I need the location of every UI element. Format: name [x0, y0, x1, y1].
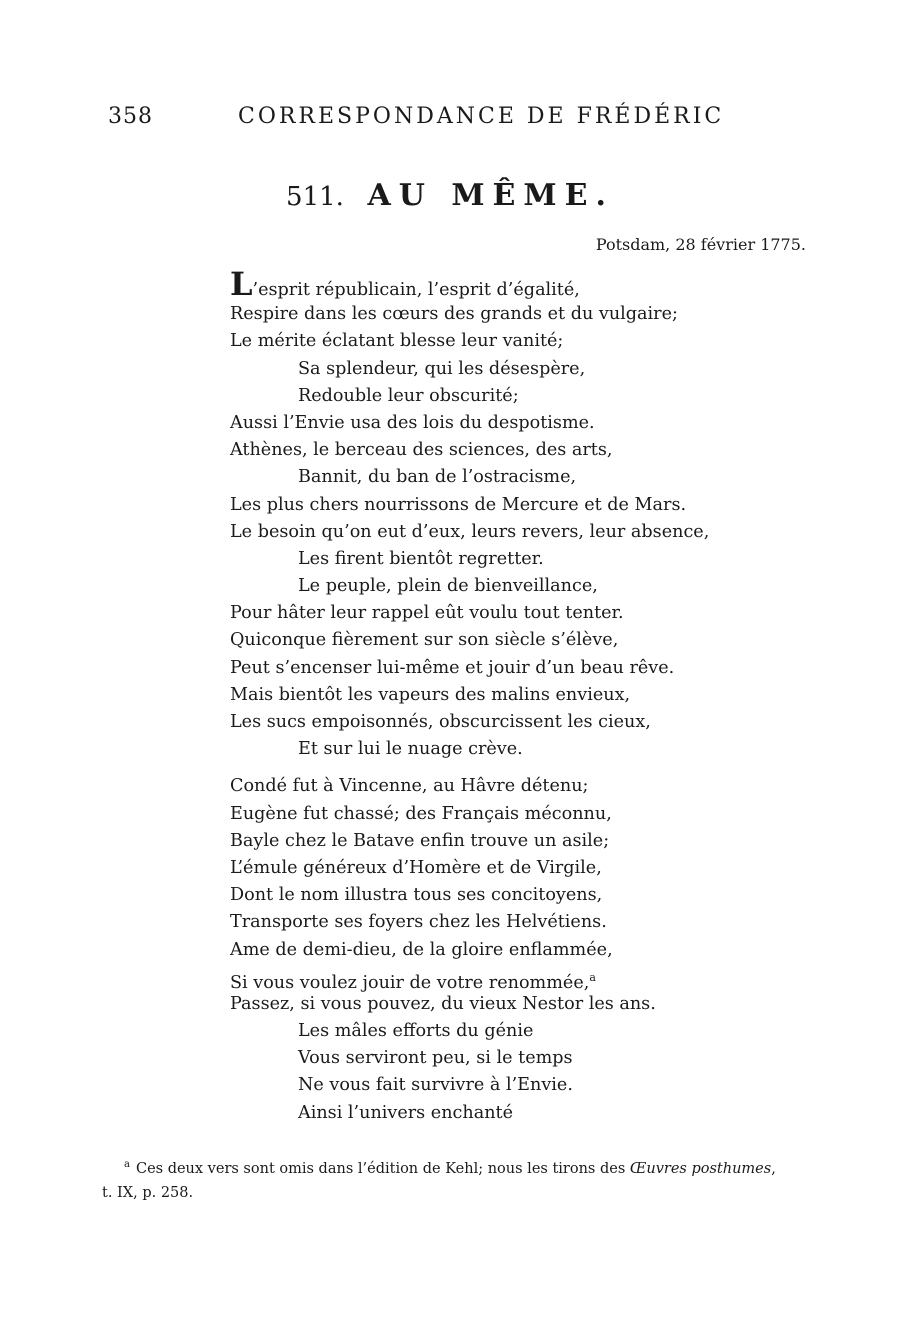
- verse-line: [230, 801, 810, 828]
- verse-line: [230, 882, 810, 909]
- verse-text: Eugène fut chassé; des Français méconnu,: [230, 803, 612, 824]
- verse-text: Vous serviront peu, si le temps: [298, 1048, 573, 1069]
- verse-text: Mais bientôt les vapeurs des malins envieux,: [230, 684, 631, 705]
- footnote: [102, 1153, 842, 1205]
- letter-number: 511.: [286, 182, 344, 212]
- page-number: 358: [108, 104, 153, 129]
- verse-line: [230, 410, 810, 437]
- verse-line: [230, 627, 810, 654]
- verse-text: Athènes, le berceau des sciences, des arts,: [230, 440, 613, 461]
- verse-text: Respire dans les cœurs des grands et du vulgaire;: [230, 304, 678, 325]
- verse-line: [230, 492, 810, 519]
- footnote-line-1: [102, 1153, 842, 1181]
- drop-cap: L: [230, 265, 253, 303]
- verse-line: [230, 437, 810, 464]
- stanza-2: [230, 773, 810, 1126]
- verse-line: [230, 464, 810, 491]
- verse-line: [230, 600, 810, 627]
- verse-text: Ainsi l’univers enchanté: [298, 1102, 514, 1123]
- verse-line: [230, 855, 810, 882]
- verse-text: Condé fut à Vincenne, au Hâvre détenu;: [230, 776, 589, 797]
- footnote-text-after: ,: [771, 1160, 776, 1177]
- verse-line: [230, 937, 810, 964]
- verse-text: Quiconque fièrement sur son siècle s’élève,: [230, 630, 619, 651]
- verse-line: [230, 964, 810, 991]
- verse-line: [230, 383, 810, 410]
- running-title: CORRESPONDANCE DE FRÉDÉRIC: [238, 104, 725, 129]
- verse-text: Transporte ses foyers chez les Helvétiens.: [230, 912, 607, 933]
- verse-line: [230, 682, 810, 709]
- verse-text: Le mérite éclatant blesse leur vanité;: [230, 331, 564, 352]
- footnote-reference: a: [589, 970, 596, 984]
- verse-text: Le peuple, plein de bienveillance,: [298, 576, 598, 597]
- verse-text: Dont le nom illustra tous ses concitoyens,: [230, 885, 603, 906]
- verse-line: [230, 356, 810, 383]
- stanza-gap: [230, 763, 810, 773]
- footnote-line-2: t. IX, p. 258.: [102, 1184, 194, 1201]
- verse-line: [230, 655, 810, 682]
- verse-text: Le besoin qu’on eut d’eux, leurs revers, leur absence,: [230, 521, 710, 542]
- verse-line: [230, 265, 810, 303]
- footnote-text: Ces deux vers sont omis dans l’édition de Kehl; nous les tirons des: [135, 1160, 630, 1177]
- verse-text: Les mâles efforts du génie: [298, 1021, 534, 1042]
- verse-text: Redouble leur obscurité;: [298, 385, 519, 406]
- verse-text: L’émule généreux d’Homère et de Virgile,: [230, 857, 602, 878]
- footnote-marker: a: [124, 1159, 130, 1170]
- verse-text: Passez, si vous pouvez, du vieux Nestor les ans.: [230, 993, 656, 1014]
- verse-text: Si vous voulez jouir de votre renommée,: [230, 972, 590, 993]
- verse-line: [230, 573, 810, 600]
- verse-text: Bayle chez le Batave enfin trouve un asile;: [230, 830, 610, 851]
- verse-line: [230, 1100, 810, 1127]
- stanza-1: [230, 265, 810, 763]
- verse-line: [230, 1018, 810, 1045]
- letter-recipient: AU MÊME.: [367, 178, 614, 213]
- verse-line: [230, 328, 810, 355]
- verse-text: Les plus chers nourrissons de Mercure et de Mars.: [230, 494, 687, 515]
- verse-text: Bannit, du ban de l’ostracisme,: [298, 467, 577, 488]
- verse-text: Peut s’encenser lui-même et jouir d’un beau rêve.: [230, 657, 675, 678]
- verse-line: [230, 1072, 810, 1099]
- verse-text: Sa splendeur, qui les désespère,: [298, 358, 586, 379]
- verse-text: Les firent bientôt regretter.: [298, 548, 544, 569]
- verse-line: [230, 546, 810, 573]
- verse-line: [230, 773, 810, 800]
- verse-text: Et sur lui le nuage crève.: [298, 739, 523, 760]
- letter-heading: [0, 178, 900, 213]
- dateline: Potsdam, 28 février 1775.: [595, 235, 806, 254]
- verse-line: [230, 301, 810, 328]
- poem: [230, 265, 810, 1127]
- verse-line: [230, 991, 810, 1018]
- verse-line: [230, 909, 810, 936]
- verse-text: Pour hâter leur rappel eût voulu tout tenter.: [230, 603, 624, 624]
- verse-line: [230, 736, 810, 763]
- verse-text: Ame de demi-dieu, de la gloire enflammée,: [230, 939, 613, 960]
- verse-line: [230, 519, 810, 546]
- verse-text: ’esprit républicain, l’esprit d’égalité,: [252, 280, 580, 300]
- footnote-title: Œuvres posthumes: [629, 1160, 772, 1177]
- verse-text: Aussi l’Envie usa des lois du despotisme.: [230, 412, 595, 433]
- verse-text: Ne vous fait survivre à l’Envie.: [298, 1075, 573, 1096]
- verse-line: [230, 828, 810, 855]
- verse-line: [230, 709, 810, 736]
- verse-line: [230, 1045, 810, 1072]
- verse-text: Les sucs empoisonnés, obscurcissent les cieux,: [230, 712, 651, 732]
